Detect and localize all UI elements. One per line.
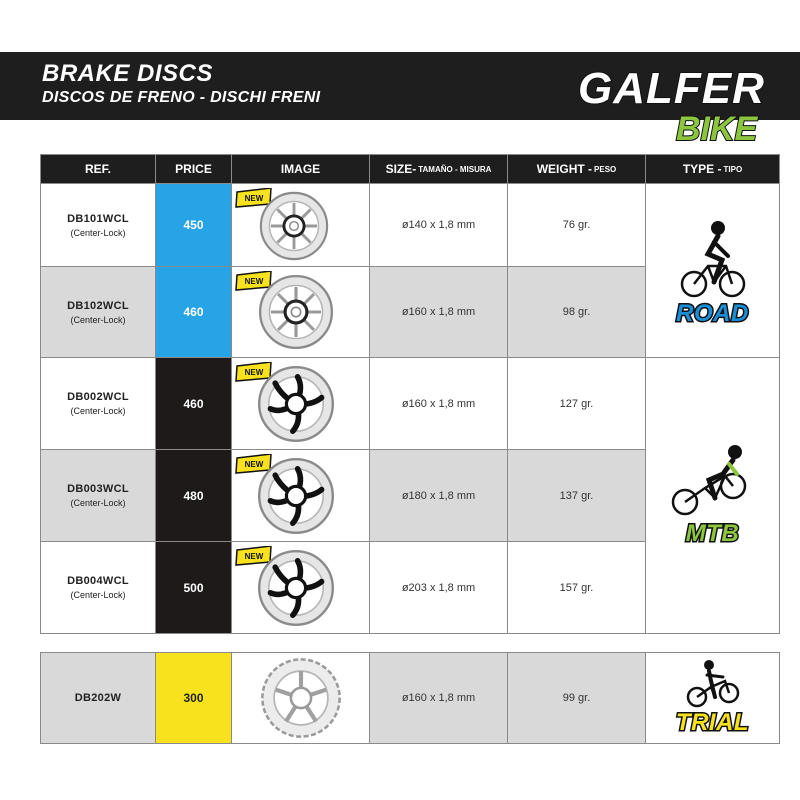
col-header-image-label: IMAGE bbox=[280, 162, 321, 176]
price-cell bbox=[156, 542, 232, 634]
col-header-type-sublabel: TIPO bbox=[723, 164, 743, 174]
size-cell bbox=[370, 184, 508, 267]
size-value: ø140 x 1,8 mm bbox=[401, 219, 476, 231]
weight-value: 157 gr. bbox=[559, 581, 594, 594]
size-value: ø160 x 1,8 mm bbox=[401, 397, 476, 410]
image-cell bbox=[232, 450, 370, 542]
price-cell bbox=[156, 450, 232, 542]
col-header-type-label: TYPE - bbox=[682, 162, 722, 176]
type-label-road: ROAD bbox=[676, 299, 749, 327]
col-header-size-label: SIZE- bbox=[385, 162, 417, 176]
type-cell-mtb bbox=[646, 358, 780, 634]
mount-type: (Center-Lock) bbox=[70, 227, 126, 238]
type-cell-road bbox=[646, 184, 780, 358]
price-cell bbox=[156, 652, 232, 744]
ref-cell bbox=[40, 652, 156, 744]
size-cell bbox=[370, 652, 508, 744]
price-value: 500 bbox=[183, 580, 204, 595]
ref-code: DB102WCL bbox=[67, 299, 129, 312]
size-cell bbox=[370, 267, 508, 358]
image-cell bbox=[232, 542, 370, 634]
black-spider-disc-icon bbox=[254, 364, 338, 444]
mount-type: (Center-Lock) bbox=[70, 406, 126, 416]
ref-code: DB003WCL bbox=[67, 483, 129, 495]
price-cell bbox=[156, 358, 232, 450]
col-header-weight-label: WEIGHT - bbox=[536, 162, 593, 176]
weight-cell bbox=[508, 267, 646, 358]
size-cell bbox=[370, 450, 508, 542]
page-subtitle: DISCOS DE FRENO - DISCHI FRENI bbox=[42, 89, 321, 106]
weight-value: 76 gr. bbox=[562, 219, 591, 231]
new-badge-text: NEW bbox=[244, 277, 264, 286]
image-cell bbox=[232, 652, 370, 744]
type-label-mtb: MTB bbox=[685, 519, 740, 547]
page-title: BRAKE DISCS bbox=[42, 60, 213, 87]
size-cell bbox=[370, 542, 508, 634]
ref-code: DB002WCL bbox=[67, 391, 129, 403]
weight-value: 127 gr. bbox=[559, 397, 594, 410]
image-cell bbox=[232, 358, 370, 450]
col-header-ref bbox=[40, 154, 156, 184]
new-badge-text: NEW bbox=[244, 460, 264, 469]
weight-cell bbox=[508, 542, 646, 634]
price-value: 300 bbox=[183, 691, 204, 705]
ref-code: DB004WCL bbox=[67, 575, 129, 587]
black-spider-disc-icon bbox=[254, 456, 338, 536]
brand-logo-sub: BIKE bbox=[676, 110, 758, 148]
silver-disc-icon bbox=[254, 273, 338, 351]
weight-value: 137 gr. bbox=[559, 489, 594, 502]
col-header-size-sublabel: TAMAÑO - MISURA bbox=[418, 164, 492, 174]
weight-cell bbox=[508, 184, 646, 267]
price-value: 480 bbox=[183, 488, 204, 503]
col-header-type bbox=[646, 154, 780, 184]
ref-cell bbox=[40, 184, 156, 267]
wave-disc-icon bbox=[258, 656, 344, 740]
new-badge-text: NEW bbox=[244, 552, 264, 561]
col-header-image bbox=[232, 154, 370, 184]
type-cell-trial bbox=[646, 652, 780, 744]
trial-rider-icon bbox=[685, 659, 741, 709]
col-header-weight-sublabel: PESO bbox=[594, 164, 617, 174]
size-value: ø160 x 1,8 mm bbox=[401, 306, 476, 318]
image-cell bbox=[232, 267, 370, 358]
image-cell bbox=[232, 184, 370, 267]
silver-disc-icon bbox=[254, 190, 334, 262]
weight-cell bbox=[508, 358, 646, 450]
col-header-price bbox=[156, 154, 232, 184]
new-badge-text: NEW bbox=[244, 368, 264, 377]
mtb-rider-icon bbox=[671, 444, 755, 520]
price-value: 460 bbox=[183, 396, 204, 411]
weight-value: 98 gr. bbox=[562, 306, 591, 318]
ref-code: DB101WCL bbox=[67, 212, 129, 225]
mount-type: (Center-Lock) bbox=[70, 498, 126, 508]
size-value: ø203 x 1,8 mm bbox=[401, 581, 476, 594]
ref-cell bbox=[40, 267, 156, 358]
ref-cell bbox=[40, 450, 156, 542]
black-spider-disc-icon bbox=[254, 548, 338, 628]
price-value: 450 bbox=[183, 218, 204, 232]
type-label-trial: TRIAL bbox=[675, 709, 750, 736]
weight-cell bbox=[508, 652, 646, 744]
size-value: ø180 x 1,8 mm bbox=[401, 489, 476, 502]
col-header-weight bbox=[508, 154, 646, 184]
col-header-size bbox=[370, 154, 508, 184]
new-badge-text: NEW bbox=[244, 194, 264, 203]
weight-value: 99 gr. bbox=[562, 692, 591, 704]
size-cell bbox=[370, 358, 508, 450]
brand-logo: GALFER bbox=[578, 64, 765, 113]
weight-cell bbox=[508, 450, 646, 542]
ref-cell bbox=[40, 542, 156, 634]
price-cell bbox=[156, 184, 232, 267]
price-value: 460 bbox=[183, 305, 204, 319]
size-value: ø160 x 1,8 mm bbox=[401, 692, 476, 704]
ref-code: DB202W bbox=[74, 692, 122, 704]
ref-cell bbox=[40, 358, 156, 450]
price-cell bbox=[156, 267, 232, 358]
mount-type: (Center-Lock) bbox=[70, 590, 126, 600]
mount-type: (Center-Lock) bbox=[70, 314, 126, 325]
col-header-ref-label: REF. bbox=[84, 162, 111, 176]
road-cyclist-icon bbox=[678, 214, 748, 300]
col-header-price-label: PRICE bbox=[175, 162, 212, 176]
